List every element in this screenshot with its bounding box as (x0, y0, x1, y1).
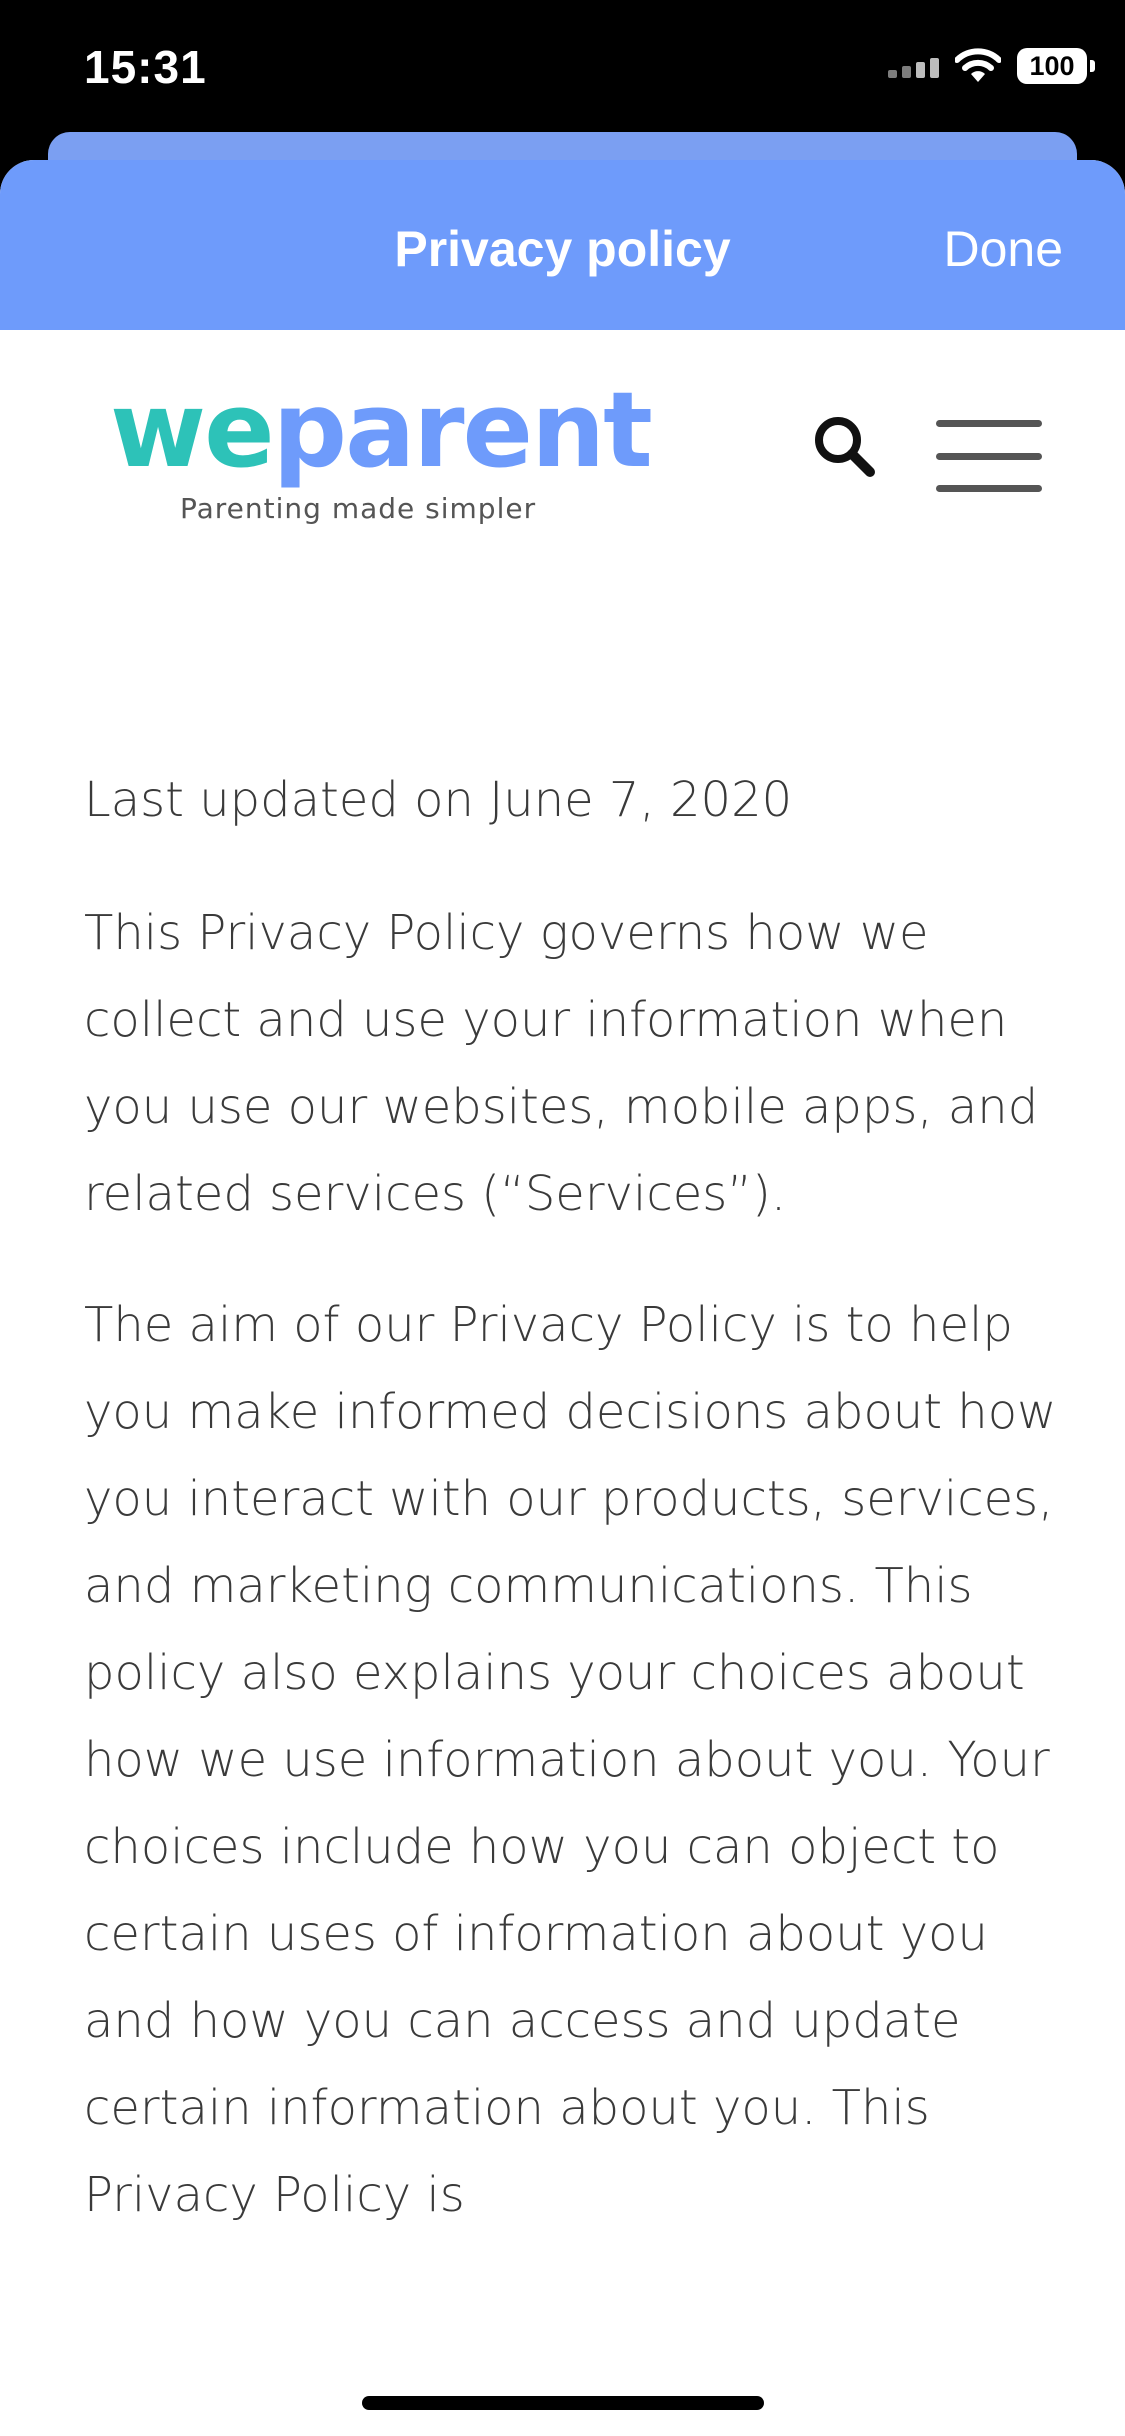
logo-tagline: Parenting made simpler (180, 492, 537, 525)
done-button[interactable]: Done (943, 221, 1063, 277)
weparent-logo[interactable] (110, 369, 651, 528)
search-icon[interactable] (812, 414, 876, 478)
wifi-icon (955, 48, 1001, 84)
menu-icon[interactable] (936, 420, 1042, 492)
nav-bar (0, 160, 1125, 330)
policy-article (84, 760, 1074, 2283)
last-updated-text: Last updated on June 7, 2020 (84, 772, 793, 828)
nav-title: Privacy policy (394, 221, 731, 277)
status-icons (888, 48, 1087, 84)
battery-icon: 100 (1017, 48, 1087, 84)
privacy-policy-sheet (0, 160, 1125, 2436)
policy-paragraph: The aim of our Privacy Policy is to help you make informed decisions about how you interact with our products, services, and marketing communications. This policy also explains your choices about how we use information about you. Your choices include how you can object to certain uses of information about you and how you can access and update certain information about you. This Privacy Policy is (84, 1297, 1057, 2223)
logo-parent: parent (272, 369, 651, 491)
status-bar (0, 0, 1125, 135)
policy-paragraph: This Privacy Policy governs how we collect and use your information when you use our websites, mobile apps, and related services (“Services”). (84, 905, 1039, 1222)
home-indicator (362, 2396, 764, 2410)
site-header (0, 330, 1125, 530)
logo-we: we (110, 369, 273, 491)
status-time: 15:31 (84, 41, 207, 93)
cellular-signal-icon (888, 54, 939, 78)
logo-wordmark (110, 369, 651, 491)
